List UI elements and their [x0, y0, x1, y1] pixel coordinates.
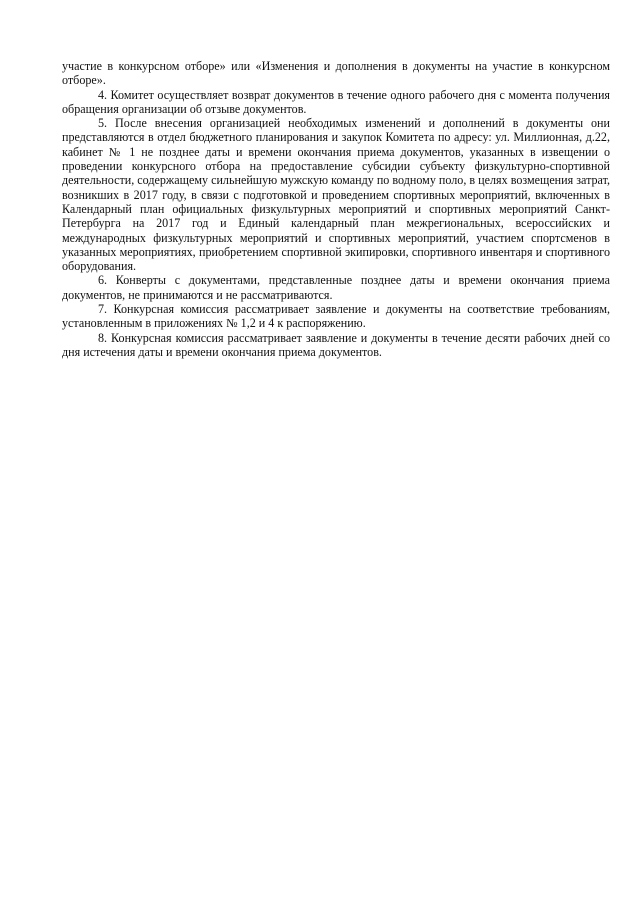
paragraph-8: 8. Конкурсная комиссия рассматривает заявление и документы в течение десяти рабочих дней со дня истечения даты и времени окончания приема документов.	[62, 330, 610, 359]
paragraph-5: 5. После внесения организацией необходимых изменений и дополнений в документы они представляются в отдел бюджетного планирования и закупок Комитета по адресу: ул. Миллионная, д.22, кабинет № 1 не позднее даты и времени окончания приема документов, указанных в извещении о проведении конкурсного отбора на предоставление субсидии субъекту физкультурно-спортивной деятельности, содержащему сильнейшую мужскую команду по водному поло, в целях возмещения затрат, возникших в 2017 году, в связи с подготовкой и проведением спортивных мероприятий, включенных в Календарный план официальных физкультурных мероприятий и спортивных мероприятий Санкт-Петербурга на 2017 год и Единый календарный план межрегиональных, всероссийских и международных физкультурных мероприятий и спортивных мероприятий, участием спортсменов в указанных мероприятиях, приобретением спортивной экипировки, спортивного инвентаря и спортивного оборудования.	[62, 116, 610, 274]
document-body	[62, 59, 610, 359]
paragraph-4: 4. Комитет осуществляет возврат документов в течение одного рабочего дня с момента получения обращения организации об отзыве документов.	[62, 87, 610, 116]
paragraph-continuation: участие в конкурсном отборе» или «Изменения и дополнения в документы на участие в конкурсном отборе».	[62, 59, 610, 88]
paragraph-6: 6. Конверты с документами, представленные позднее даты и времени окончания приема документов, не принимаются и не рассматриваются.	[62, 273, 610, 302]
paragraph-7: 7. Конкурсная комиссия рассматривает заявление и документы на соответствие требованиям, установленным в приложениях № 1,2 и 4 к распоряжению.	[62, 302, 610, 331]
